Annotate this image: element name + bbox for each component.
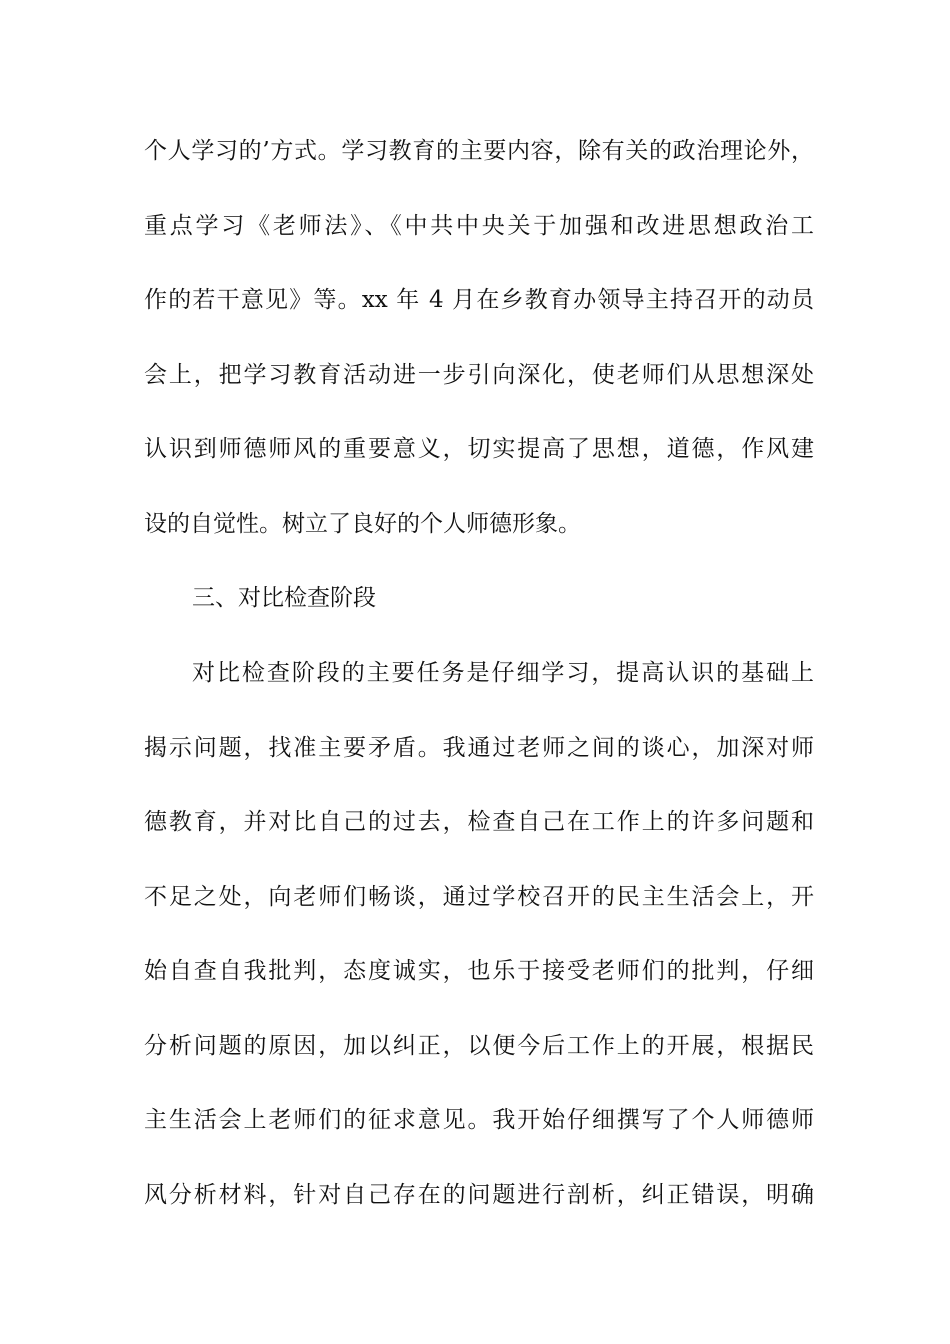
paragraph-line: 风分析材料，针对自己存在的问题进行剖析，纠正错误，明确 [144,1182,814,1208]
paragraph-line: 德教育，并对比自己的过去，检查自己在工作上的许多问题和 [144,809,814,835]
paragraph-line: 不足之处，向老师们畅谈，通过学校召开的民主生活会上，开 [144,884,814,910]
paragraph-line: 对比检查阶段的主要任务是仔细学习，提高认识的基础上 [192,660,814,686]
paragraph-line: 个人学习的’方式。学习教育的主要内容，除有关的政治理论外， [144,138,814,164]
paragraph-line: 分析问题的原因，加以纠正，以便今后工作上的开展，根据民 [144,1033,814,1059]
paragraph-line: 揭示问题，找准主要矛盾。我通过老师之间的谈心，加深对师 [144,735,814,761]
paragraph-line: 会上，把学习教育活动进一步引向深化，使老师们从思想深处 [144,362,814,388]
paragraph-line: 作的若干意见》等。xx 年 4 月在乡教育办领导主持召开的动员 [144,287,814,313]
paragraph-line: 主生活会上老师们的征求意见。我开始仔细撰写了个人师德师 [144,1107,814,1133]
section-heading: 三、对比检查阶段 [192,585,376,611]
paragraph-line: 始自查自我批判，态度诚实，也乐于接受老师们的批判，仔细 [144,958,814,984]
paragraph-line: 重点学习《老师法》、《中共中央关于加强和改进思想政治工 [144,213,814,239]
paragraph-line: 认识到师德师风的重要意义，切实提高了思想，道德，作风建 [144,436,814,462]
paragraph-line: 设的自觉性。树立了良好的个人师德形象。 [144,511,581,537]
